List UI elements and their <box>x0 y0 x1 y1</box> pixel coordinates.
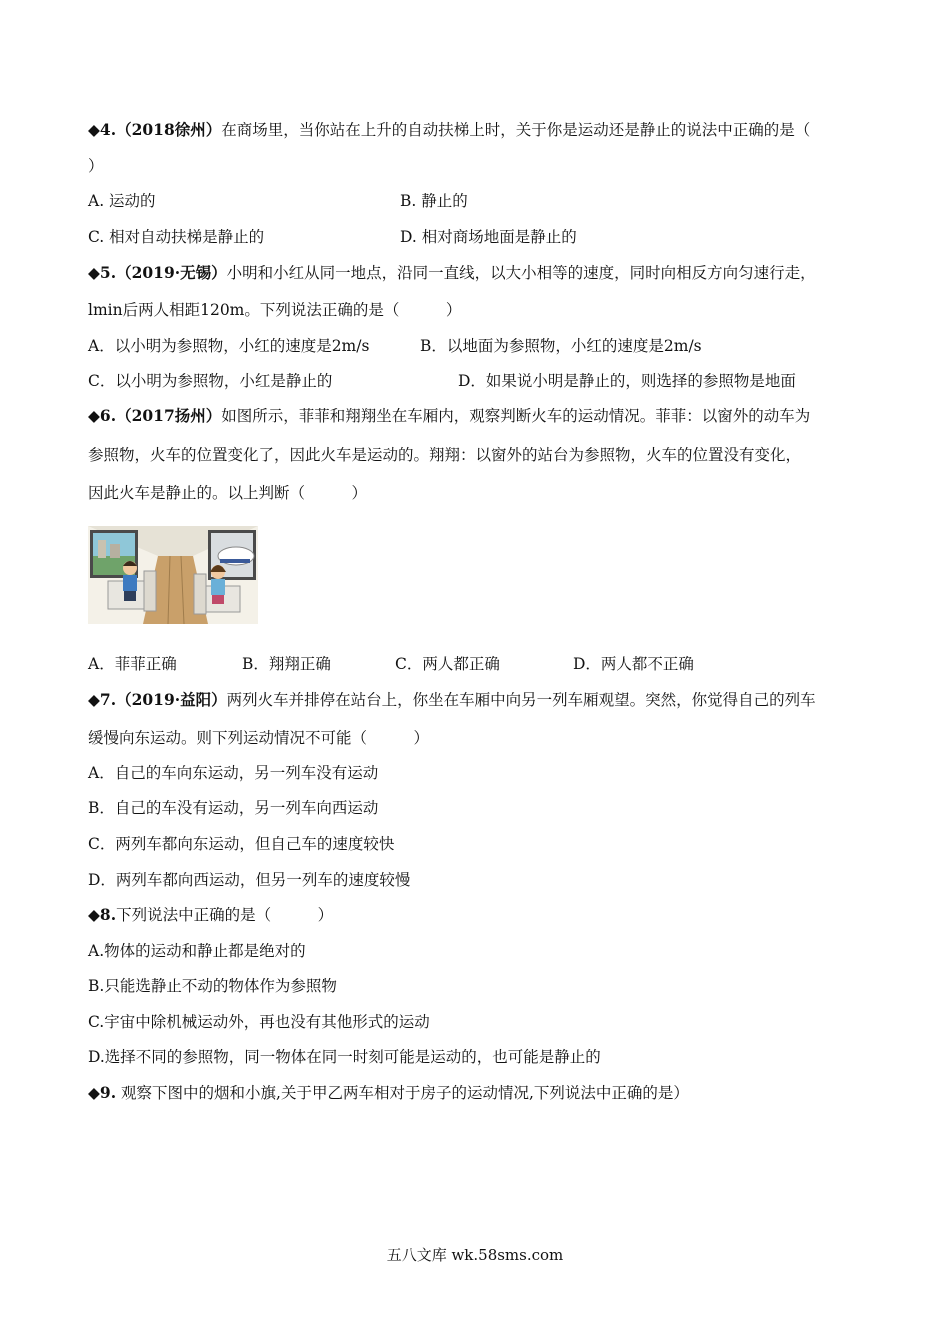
q6-option-b: B．翔翔正确 <box>242 655 331 673</box>
question-7 <box>88 690 816 710</box>
question-6-cont-1: 参照物，火车的位置变化了，因此火车是运动的。翔翔：以窗外的站台为参照物，火车的位置没有变化， <box>88 446 802 464</box>
question-5-text: 小明和小红从同一地点，沿同一直线，以大小相等的速度，同时向相反方向匀速行走， <box>226 264 816 282</box>
question-7-text: 两列火车并排停在站台上，你坐在车厢中向另一列车厢观望。突然，你觉得自己的列车 <box>226 691 816 709</box>
q5-option-b: B．以地面为参照物，小红的速度是2m/s <box>420 337 702 355</box>
page-footer: 五八文库 wk.58sms.com <box>386 1246 564 1264</box>
q7-option-d: D．两列车都向西运动，但另一列车的速度较慢 <box>88 871 411 889</box>
q7-option-b: B．自己的车没有运动，另一列车向西运动 <box>88 799 379 817</box>
question-4-cont: ） <box>88 157 104 175</box>
q4-option-b: B. 静止的 <box>400 192 468 210</box>
question-5-head: ◆5.（2019·无锡） <box>88 263 227 282</box>
question-4-text: 在商场里，当你站在上升的自动扶梯上时，关于你是运动还是静止的说法中正确的是（ <box>221 121 811 139</box>
question-6 <box>88 406 810 426</box>
q8-option-d: D.选择不同的参照物，同一物体在同一时刻可能是运动的，也可能是静止的 <box>88 1048 601 1066</box>
q5-option-d: D．如果说小明是静止的，则选择的参照物是地面 <box>458 372 796 390</box>
train-carriage-illustration <box>88 526 258 624</box>
question-8-text: 下列说法中正确的是（ ） <box>116 906 334 924</box>
q5-option-a: A．以小明为参照物，小红的速度是2m/s <box>88 337 370 355</box>
question-7-cont: 缓慢向东运动。则下列运动情况不可能（ ） <box>88 729 430 747</box>
q4-option-a: A. 运动的 <box>88 192 156 210</box>
question-9-head: ◆9. <box>88 1083 117 1102</box>
question-5-cont: lmin后两人相距120m。下列说法正确的是（ ） <box>88 301 462 319</box>
q6-option-c: C．两人都正确 <box>395 655 500 673</box>
question-9 <box>88 1083 689 1103</box>
q6-option-a: A．菲菲正确 <box>88 655 177 673</box>
question-8 <box>88 905 333 925</box>
q5-option-c: C．以小明为参照物，小红是静止的 <box>88 372 333 390</box>
q7-option-c: C．两列车都向东运动，但自己车的速度较快 <box>88 835 395 853</box>
question-4 <box>88 120 810 140</box>
question-6-text: 如图所示，菲菲和翔翔坐在车厢内，观察判断火车的运动情况。菲菲：以窗外的动车为 <box>221 407 811 425</box>
q8-option-a: A.物体的运动和静止都是绝对的 <box>88 942 306 960</box>
question-6-head: ◆6.（2017扬州） <box>88 406 222 425</box>
question-9-text: 观察下图中的烟和小旗,关于甲乙两车相对于房子的运动情况,下列说法中正确的是） <box>116 1084 689 1102</box>
q7-option-a: A．自己的车向东运动，另一列车没有运动 <box>88 764 379 782</box>
q8-option-b: B.只能选静止不动的物体作为参照物 <box>88 977 337 995</box>
question-8-head: ◆8. <box>88 905 117 924</box>
q4-option-d: D. 相对商场地面是静止的 <box>400 228 577 246</box>
q8-option-c: C.宇宙中除机械运动外，再也没有其他形式的运动 <box>88 1013 430 1031</box>
question-7-head: ◆7.（2019·益阳） <box>88 690 227 709</box>
q6-option-d: D．两人都不正确 <box>573 655 694 673</box>
q4-option-c: C. 相对自动扶梯是静止的 <box>88 228 265 246</box>
question-4-head: ◆4.（2018徐州） <box>88 120 222 139</box>
question-5 <box>88 263 816 283</box>
question-6-cont-2: 因此火车是静止的。以上判断（ ） <box>88 484 368 502</box>
